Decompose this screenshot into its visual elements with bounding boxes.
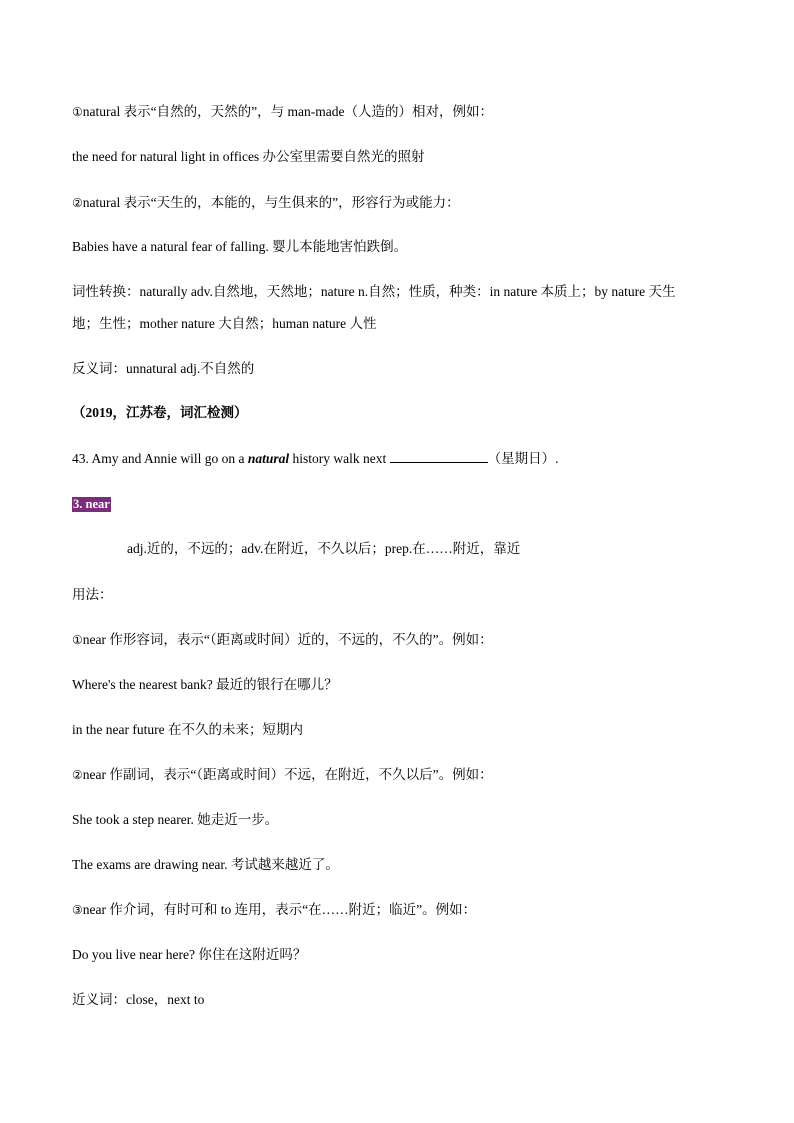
exercise-43 <box>72 450 559 468</box>
usage-text: natural 表示“天生的，本能的，与生俱来的”，形容行为或能力： <box>82 195 460 210</box>
usage-label: 用法： <box>72 587 113 602</box>
usage-text: natural 表示“自然的，天然的”，与 man-made（人造的）相对，例如： <box>82 104 493 119</box>
exercise-keyword: natural <box>247 451 290 466</box>
natural-example-1: the need for natural light in offices 办公室里需要自然光的照射 <box>72 149 425 164</box>
word-conversion-line-1: 词性转换：naturally adv.自然地，天然地；nature n.自然；性质，种类：in nature 本质上；by nature 天生 <box>72 284 676 299</box>
circled-number-2: ② <box>72 196 83 210</box>
antonym-line: 反义词：unnatural adj.不自然的 <box>72 361 255 376</box>
exercise-text-after: history walk next <box>289 451 390 466</box>
natural-usage-2 <box>72 194 460 212</box>
word-conversion-line-2: 地；生性；mother nature 大自然；human nature 人性 <box>72 316 377 331</box>
exercise-source: （2019，江苏卷，词汇检测） <box>72 405 248 420</box>
near-example-1b: in the near future 在不久的未来；短期内 <box>72 722 303 737</box>
near-usage-1 <box>72 631 493 649</box>
synonym-line: 近义词：close，next to <box>72 992 205 1007</box>
circled-number-1: ① <box>72 633 83 647</box>
natural-usage-1 <box>72 103 493 121</box>
near-definition: adj.近的，不远的；adv.在附近，不久以后；prep.在……附近，靠近 <box>127 541 521 556</box>
near-example-1a: Where's the nearest bank? 最近的银行在哪儿？ <box>72 677 338 692</box>
circled-number-2: ② <box>72 768 83 782</box>
circled-number-3: ③ <box>72 903 83 917</box>
answer-blank[interactable] <box>390 450 488 463</box>
natural-example-2: Babies have a natural fear of falling. 婴儿本能地害怕跌倒。 <box>72 239 408 254</box>
highlighted-heading: 3. near <box>73 497 110 511</box>
near-example-2a: She took a step nearer. 她走近一步。 <box>72 812 279 827</box>
near-usage-3 <box>72 901 476 919</box>
usage-text: near 作副词，表示“（距离或时间）不远，在附近，不久以后”。例如： <box>82 767 493 782</box>
near-example-2b: The exams are drawing near. 考试越来越近了。 <box>72 857 339 872</box>
exercise-text-before: 43. Amy and Annie will go on a <box>72 451 248 466</box>
circled-number-1: ① <box>72 105 83 119</box>
usage-text: near 作介词，有时可和 to 连用，表示“在……附近；临近”。例如： <box>82 902 477 917</box>
usage-text: near 作形容词，表示“（距离或时间）近的，不远的，不久的”。例如： <box>82 632 493 647</box>
exercise-hint: （星期日）. <box>487 451 559 466</box>
near-usage-2 <box>72 766 493 784</box>
near-example-3: Do you live near here? 你住在这附近吗？ <box>72 947 307 962</box>
section-heading-near <box>72 495 111 513</box>
